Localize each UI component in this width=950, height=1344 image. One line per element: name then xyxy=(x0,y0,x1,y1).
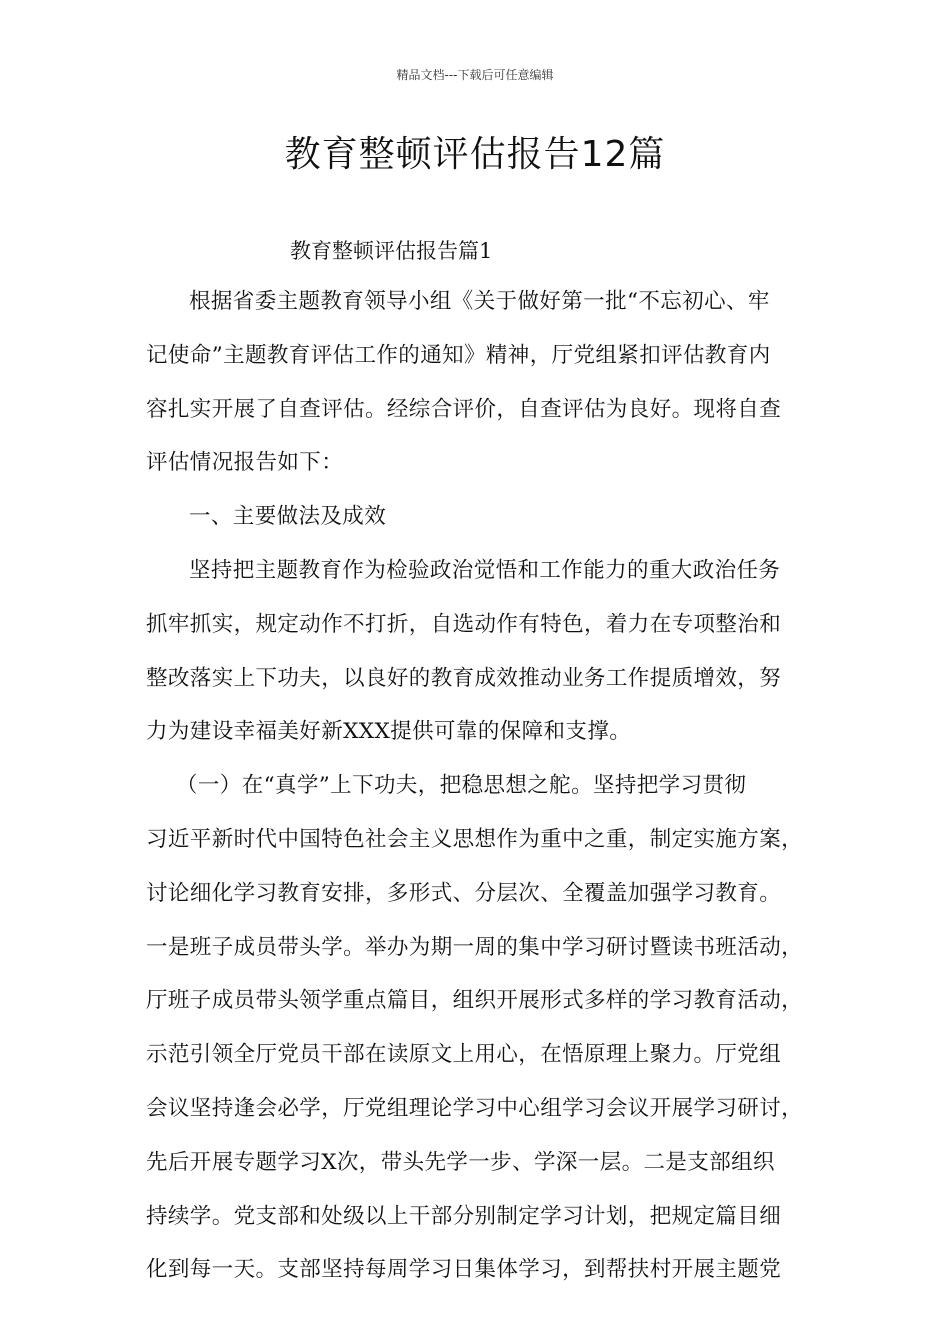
paragraph-line: 抓牢抓实，规定动作不打折，自选动作有特色，着力在专项整治和 xyxy=(146,611,782,637)
paragraph-line: 先后开展专题学习X次，带头先学一步、学深一层。二是支部组织 xyxy=(146,1149,775,1175)
paragraph-line: 习近平新时代中国特色社会主义思想作为重中之重，制定实施方案， xyxy=(146,826,804,852)
paragraph-line: 力为建设幸福美好新XXX提供可靠的保障和支撑。 xyxy=(146,719,632,745)
paragraph-line: 坚持把主题教育作为检验政治觉悟和工作能力的重大政治任务 xyxy=(189,557,781,583)
paragraph-line: （一）在“真学”上下功夫，把稳思想之舵。坚持把学习贯彻 xyxy=(176,773,747,799)
paragraph-line: 记使命”主题教育评估工作的通知》精神，厅党组紧扣评估教育内 xyxy=(146,342,771,368)
body-text xyxy=(146,283,826,1305)
paragraph-line: 示范引领全厅党员干部在读原文上用心，在悟原理上聚力。厅党组 xyxy=(146,1042,782,1068)
paragraph-line: 讨论细化学习教育安排，多形式、分层次、全覆盖加强学习教育。 xyxy=(146,880,782,906)
paragraph-line: 会议坚持逢会必学，厅党组理论学习中心组学习会议开展学习研讨， xyxy=(146,1095,804,1121)
paragraph-line: 化到每一天。支部坚持每周学习日集体学习，到帮扶村开展主题党 xyxy=(146,1257,782,1283)
paragraph-line: 整改落实上下功夫，以良好的教育成效推动业务工作提质增效，努 xyxy=(146,665,782,691)
document-title: 教育整顿评估报告12篇 xyxy=(284,134,666,175)
section-title: 教育整顿评估报告篇1 xyxy=(290,239,493,263)
paragraph-line: 评估情况报告如下： xyxy=(146,450,344,476)
paragraph-line: 厅班子成员带头领学重点篇目，组织开展形式多样的学习教育活动， xyxy=(146,988,804,1014)
paragraph-line: 一是班子成员带头学。举办为期一周的集中学习研讨暨读书班活动， xyxy=(146,934,804,960)
heading-line: 一、主要做法及成效 xyxy=(189,504,387,530)
paragraph-line: 持续学。党支部和处级以上干部分别制定学习计划，把规定篇目细 xyxy=(146,1203,782,1229)
header-note: 精品文档---下载后可任意编辑 xyxy=(396,68,554,82)
paragraph-line: 容扎实开展了自查评估。经综合评价，自查评估为良好。现将自查 xyxy=(146,396,782,422)
paragraph-line: 根据省委主题教育领导小组《关于做好第一批“不忘初心、牢 xyxy=(189,289,770,314)
